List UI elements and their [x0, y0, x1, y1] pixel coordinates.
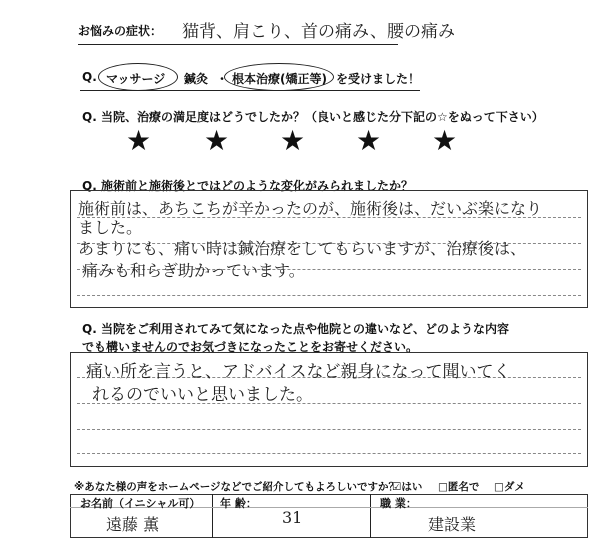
consent-question: ※あなた様の声をホームページなどでご紹介してもよろしいですか？ [74, 481, 399, 493]
symptoms-underline [78, 44, 398, 45]
q3-answer-line-4: 痛みも和らぎ助かっています。 [82, 261, 305, 280]
rating-star-5: ★ [432, 124, 458, 157]
name-label: お名前（イニシャル可） [80, 497, 201, 510]
q4-question-line-2: でも構いませんのでお気づきになったことをお寄せください。 [82, 340, 419, 354]
q4-answer-line-2: れるのでいいと思いました。 [92, 385, 313, 405]
rule-line [77, 453, 581, 454]
rating-star-2: ★ [204, 124, 230, 157]
name-value: 遠藤 薫 [106, 515, 160, 534]
footer-divider [212, 494, 213, 538]
rule-line [77, 429, 581, 430]
symptoms-label: お悩みの症状： [78, 24, 163, 38]
consent-no-checkbox[interactable]: □ダメ [494, 481, 525, 493]
q3-answer-line-1: 施術前は、あちこちが辛かったのが、施術後は、だいぶ楽になり [78, 199, 543, 218]
q2-question: Q. 当院、治療の満足度はどうでしたか？（良いと感じた分下記の☆をぬって下さい） [82, 110, 544, 124]
symptoms-value: 猫背、肩こり、首の痛み、腰の痛み [182, 22, 456, 42]
age-value: 31 [282, 508, 303, 527]
age-label: 年 齢： [220, 497, 257, 510]
q1-option-massage: マッサージ [106, 72, 166, 86]
job-label: 職 業： [380, 497, 417, 510]
job-value: 建設業 [428, 515, 477, 534]
q3-answer-line-2: ました。 [78, 218, 143, 237]
consent-anonymous-checkbox[interactable]: □匿名で [438, 481, 480, 493]
footer-divider [370, 494, 371, 538]
rule-line [77, 295, 581, 296]
rating-star-1: ★ [126, 124, 152, 157]
q1-option-acupuncture: 鍼灸 [184, 72, 209, 86]
consent-yes-checkbox[interactable]: ☑はい [392, 481, 423, 493]
q1-underline [80, 90, 420, 91]
q3-question: Q. 施術前と施術後とではどのような変化がみられましたか？ [82, 179, 413, 193]
q1-option-root-treatment: 根本治療(矯正等) [232, 72, 327, 86]
rating-star-4: ★ [356, 124, 382, 157]
q1-suffix: を受けました！ [336, 72, 421, 86]
q3-answer-line-3: あまりにも、痛い時は鍼治療をしてもらいますが、治療後は、 [78, 239, 527, 258]
q1-prefix: Q. [82, 70, 97, 84]
q4-answer-line-1: 痛い所を言うと、アドバイスなど親身になって聞いてく [86, 362, 511, 382]
q1-dot: ・ [216, 72, 229, 86]
q4-question-line-1: Q. 当院をご利用されてみて気になった点や他院との違いなど、どのような内容 [82, 322, 509, 336]
rating-star-3: ★ [280, 124, 306, 157]
